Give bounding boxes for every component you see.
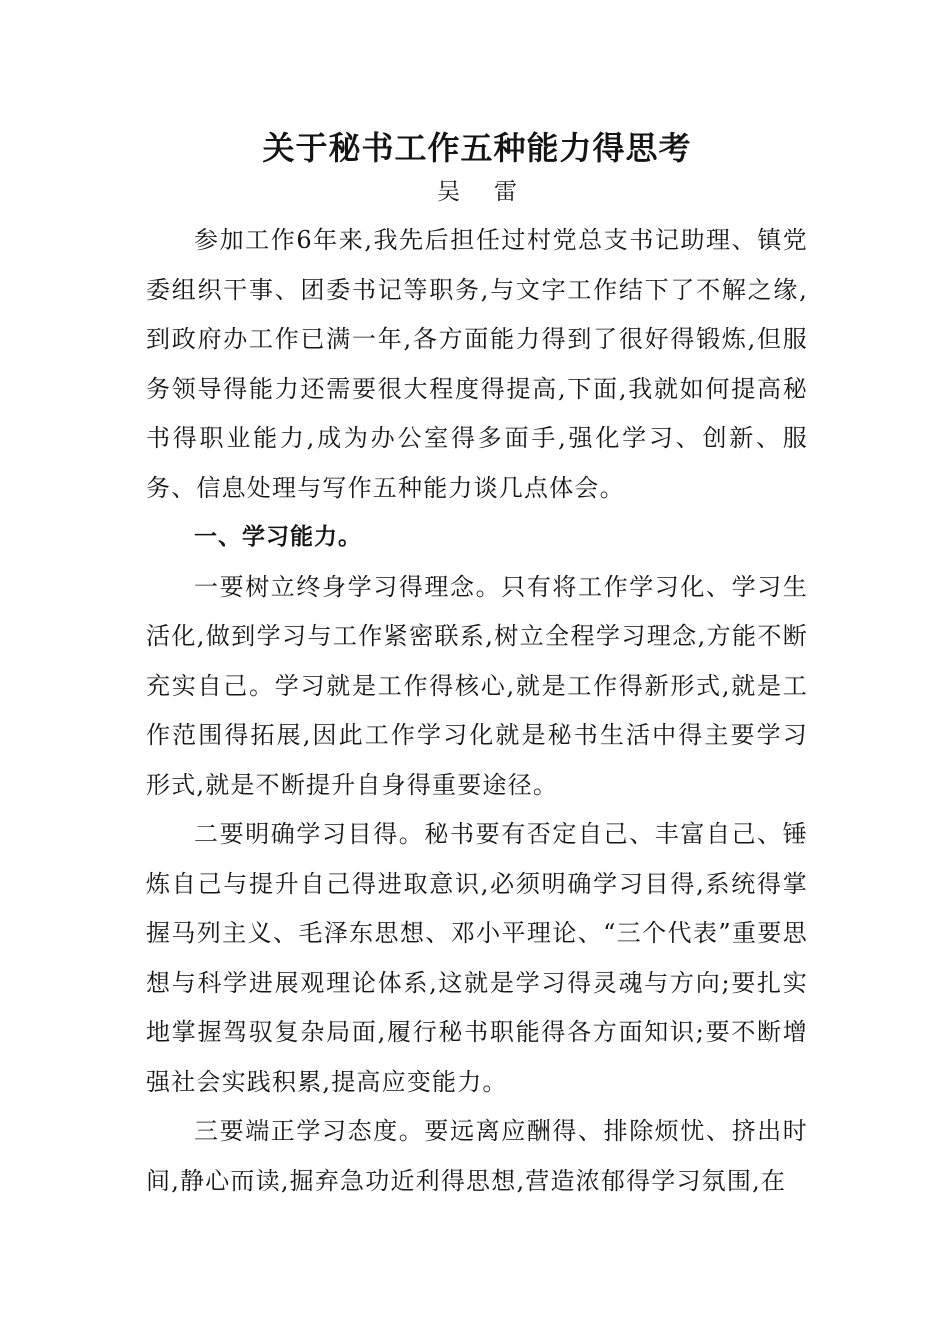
intro-paragraph: 参加工作6年来,我先后担任过村党总支书记助理、镇党委组织干事、团委书记等职务,与文字工作结下了不解之缘,到政府办工作已满一年,各方面能力得到了很好得锻炼,但服务领导得能力还需要很大程度得提高,下面,我就如何提高秘书得职业能力,成为办公室得多面手,强化学习、创新、服务、信息处理与写作五种能力谈几点体会。 [146, 226, 808, 502]
document-author: 吴雷 [437, 179, 551, 205]
paragraph-lifelong-learning: 一要树立终身学习得理念。只有将工作学习化、学习生活化,做到学习与工作紧密联系,树立全程学习理念,方能不断充实自己。学习就是工作得核心,就是工作得新形式,就是工作范围得拓展,因此工作学习化就是秘书生活中得主要学习形式,就是不断提升自身得重要途径。 [146, 572, 808, 799]
document-title: 关于秘书工作五种能力得思考 [262, 129, 692, 167]
paragraph-learning-goal: 二要明确学习目得。秘书要有否定自己、丰富自己、锤炼自己与提升自己得进取意识,必须明确学习目得,系统得掌握马列主义、毛泽东思想、邓小平理论、“三个代表”重要思想与科学进展观理论体系,这就是学习得灵魂与方向;要扎实地掌握驾驭复杂局面,履行秘书职能得各方面知识;要不断增强社会实践积累,提高应变能力。 [146, 820, 808, 1096]
document-body [146, 124, 808, 1206]
paragraph-learning-attitude: 三要端正学习态度。要远离应酬得、排除烦忧、挤出时间,静心而读,掘弃急功近利得思想,营造浓郁得学习氛围,在 [146, 1117, 808, 1195]
section-heading-learning: 一、学习能力。 [194, 524, 362, 550]
